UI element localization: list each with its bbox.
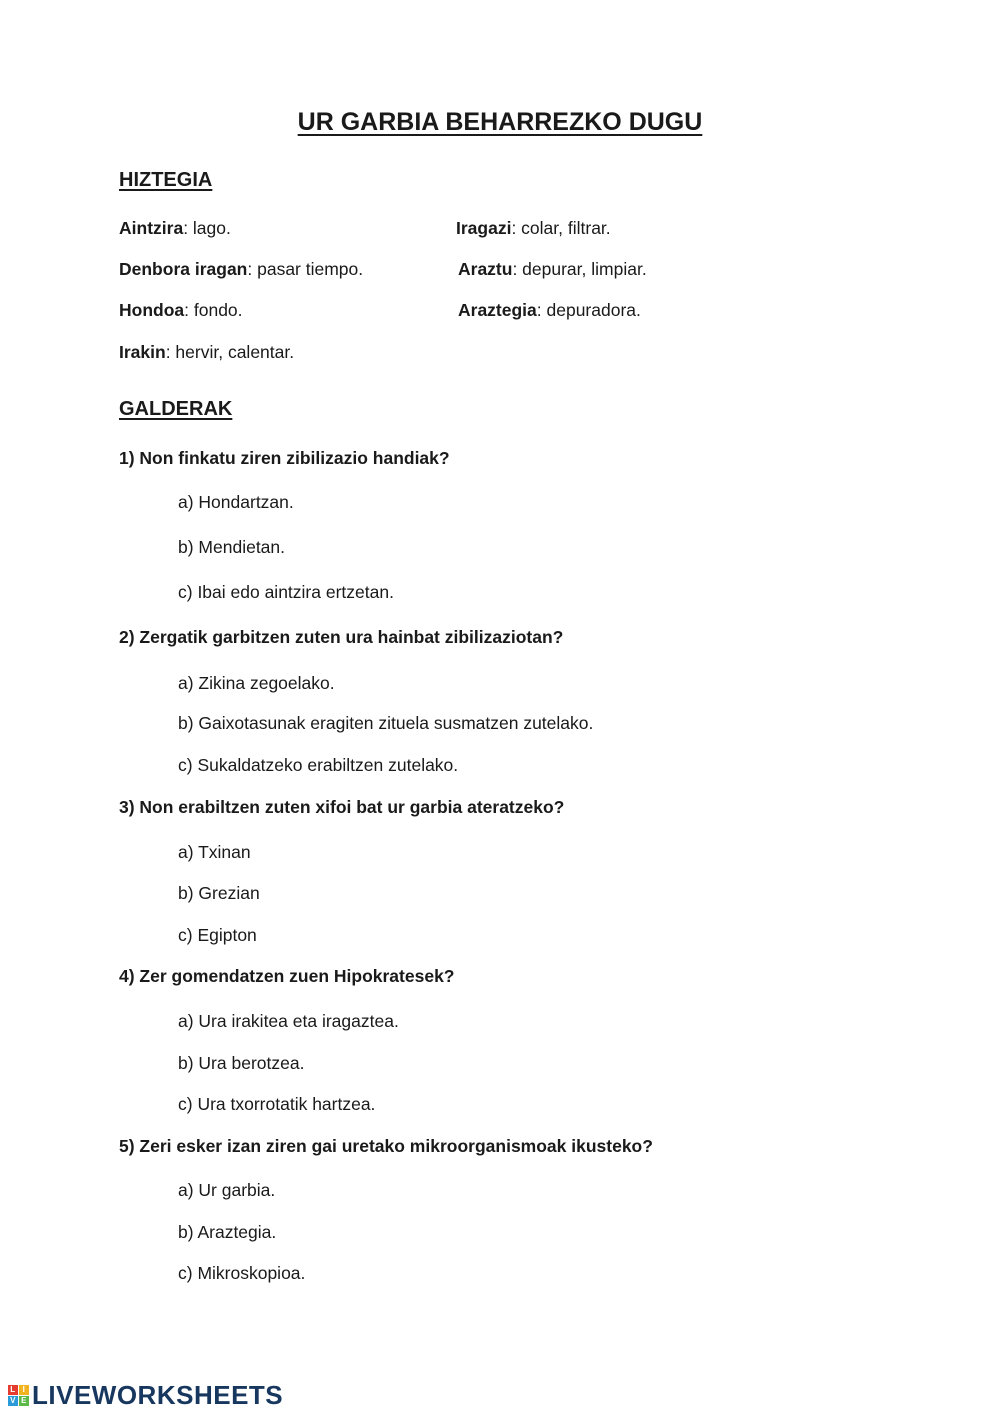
vocab-definition: : hervir, calentar. xyxy=(165,342,295,362)
answer-option[interactable]: c) Mikroskopioa. xyxy=(178,1263,306,1283)
vocab-item xyxy=(119,300,243,321)
vocab-term: Hondoa xyxy=(119,300,185,320)
vocab-definition: : lago. xyxy=(183,218,231,238)
vocab-term: Irakin xyxy=(119,342,166,362)
vocabulary-heading: HIZTEGIA xyxy=(119,169,213,191)
answer-option[interactable]: a) Hondartzan. xyxy=(178,492,294,512)
logo-letter: V xyxy=(8,1396,18,1406)
question-5: 5) Zeri esker izan ziren gai uretako mikroorganismoak ikusteko? xyxy=(119,1136,653,1156)
vocab-item xyxy=(456,218,611,239)
vocab-definition: : pasar tiempo. xyxy=(247,259,364,279)
logo-letter: E xyxy=(19,1396,29,1406)
answer-option[interactable]: b) Araztegia. xyxy=(178,1222,277,1242)
answer-option[interactable]: c) Ura txorrotatik hartzea. xyxy=(178,1094,376,1114)
answer-option[interactable]: a) Ura irakitea eta iragaztea. xyxy=(178,1011,399,1031)
vocab-definition: : colar, filtrar. xyxy=(511,218,611,238)
answer-option[interactable]: a) Ur garbia. xyxy=(178,1180,276,1200)
vocab-term: Aintzira xyxy=(119,218,184,238)
vocab-item xyxy=(119,342,294,363)
vocab-item xyxy=(119,218,231,239)
vocab-definition: : depuradora. xyxy=(536,300,641,320)
vocab-item xyxy=(458,259,647,280)
question-1: 1) Non finkatu ziren zibilizazio handiak? xyxy=(119,448,450,468)
page-title: UR GARBIA BEHARREZKO DUGU xyxy=(297,108,703,136)
answer-option[interactable]: a) Txinan xyxy=(178,842,251,862)
answer-option[interactable]: a) Zikina zegoelako. xyxy=(178,673,335,693)
vocab-term: Araztegia xyxy=(458,300,537,320)
logo-grid-icon xyxy=(8,1385,29,1406)
question-2: 2) Zergatik garbitzen zuten ura hainbat zibilizaziotan? xyxy=(119,627,564,647)
answer-option[interactable]: b) Ura berotzea. xyxy=(178,1053,305,1073)
vocab-definition: : fondo. xyxy=(184,300,243,320)
vocab-term: Denbora iragan xyxy=(119,259,248,279)
vocab-definition: : depurar, limpiar. xyxy=(512,259,647,279)
brand-name: LIVEWORKSHEETS xyxy=(32,1380,284,1410)
vocab-item xyxy=(458,300,641,321)
questions-heading: GALDERAK xyxy=(119,398,233,420)
vocab-term: Araztu xyxy=(458,259,513,279)
answer-option[interactable]: b) Gaixotasunak eragiten zituela susmatzen zutelako. xyxy=(178,713,594,733)
answer-option[interactable]: b) Grezian xyxy=(178,883,260,903)
vocab-term: Iragazi xyxy=(456,218,512,238)
logo-letter: L xyxy=(8,1385,18,1395)
answer-option[interactable]: c) Sukaldatzeko erabiltzen zutelako. xyxy=(178,755,459,775)
question-4: 4) Zer gomendatzen zuen Hipokratesek? xyxy=(119,966,455,986)
answer-option[interactable]: c) Ibai edo aintzira ertzetan. xyxy=(178,582,394,602)
liveworksheets-logo xyxy=(8,1380,283,1411)
logo-letter: I xyxy=(19,1385,29,1395)
question-3: 3) Non erabiltzen zuten xifoi bat ur garbia ateratzeko? xyxy=(119,797,565,817)
vocab-item xyxy=(119,259,363,280)
answer-option[interactable]: b) Mendietan. xyxy=(178,537,286,557)
answer-option[interactable]: c) Egipton xyxy=(178,925,257,945)
